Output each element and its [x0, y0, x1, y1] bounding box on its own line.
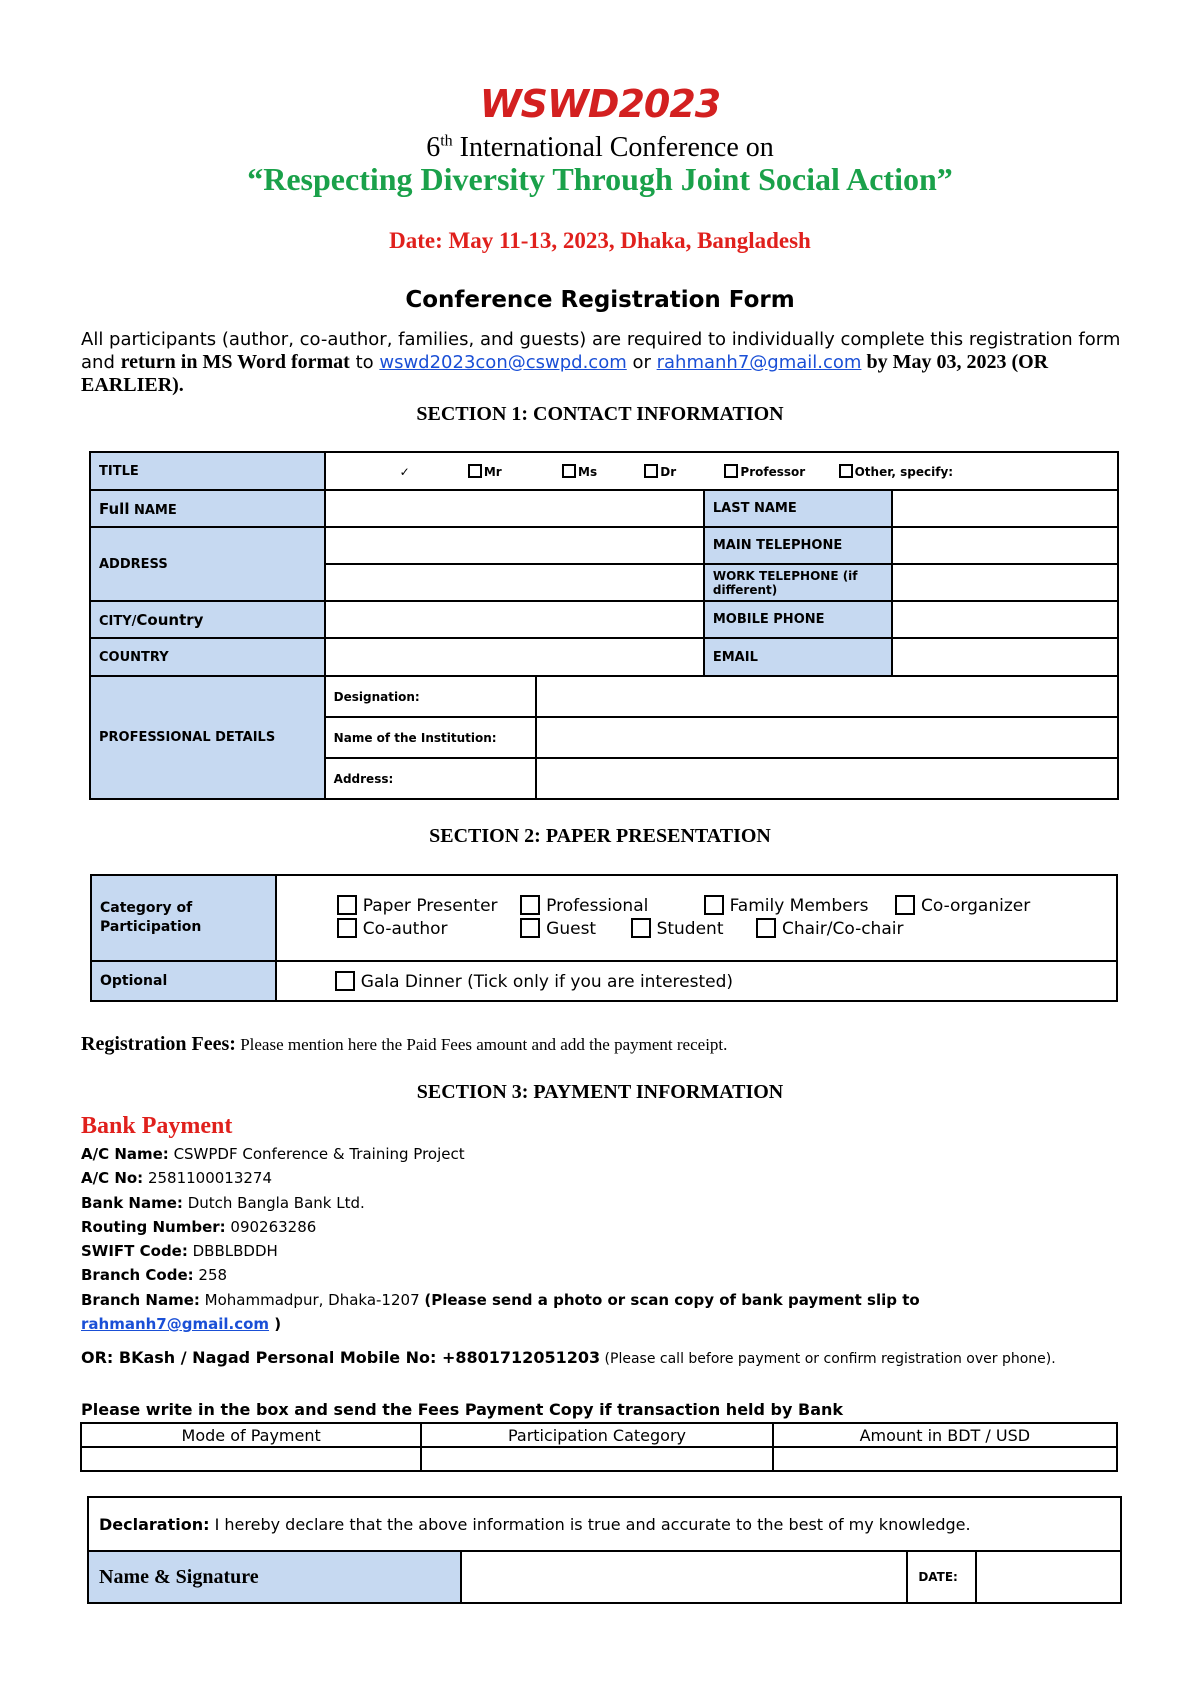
- email-field[interactable]: [892, 638, 1118, 676]
- bank-row: Routing Number: 090263286: [81, 1217, 317, 1236]
- bank-details: [81, 1142, 920, 1336]
- pay-amount-field[interactable]: [773, 1447, 1117, 1471]
- option-co-author[interactable]: Co-author: [337, 918, 515, 941]
- title-label: TITLE: [90, 452, 325, 490]
- category-options: [276, 875, 1117, 961]
- optional-label: Optional: [91, 961, 276, 1001]
- professional-details-label: PROFESSIONAL DETAILS: [90, 676, 325, 799]
- declaration-text: Declaration: I hereby declare that the above information is true and accurate to the best of my knowledge.: [88, 1497, 1121, 1551]
- country-field[interactable]: [325, 638, 704, 676]
- work-telephone-label: WORK TELEPHONE (if different): [704, 564, 892, 601]
- main-telephone-field[interactable]: [892, 527, 1118, 564]
- contact-table: [89, 451, 1119, 800]
- professional-address-label: Address:: [325, 758, 537, 799]
- registration-fees: Registration Fees: Please mention here the Paid Fees amount and add the payment receipt.: [81, 1033, 728, 1055]
- option-chair[interactable]: Chair/Co-chair: [756, 918, 903, 941]
- intro-paragraph: All participants (author, co-author, families, and guests) are required to individually complete this registration form and return in MS Word format to wswd2023con@cswpd.com or rahmanh7@gmail.com by May 03, 2023 (OR EARLIER).: [81, 329, 1121, 396]
- payment-table: [80, 1422, 1118, 1472]
- institution-field[interactable]: [536, 717, 1118, 758]
- bank-row: A/C No: 2581100013274: [81, 1169, 273, 1188]
- date-label: DATE:: [907, 1551, 976, 1603]
- option-family-members[interactable]: Family Members: [704, 895, 890, 918]
- conference-theme: “Respecting Diversity Through Joint Social Action”: [247, 161, 953, 197]
- email-link-conference[interactable]: wswd2023con@cswpd.com: [379, 352, 627, 373]
- pay-header-mode: Mode of Payment: [81, 1423, 421, 1447]
- pay-header-amount: Amount in BDT / USD: [773, 1423, 1117, 1447]
- bank-payment-title: Bank Payment: [81, 1113, 233, 1139]
- designation-label: Designation:: [325, 676, 537, 717]
- country-label: COUNTRY: [90, 638, 325, 676]
- title-option-dr[interactable]: Dr: [644, 464, 720, 479]
- city-field[interactable]: [325, 601, 704, 638]
- email-label: EMAIL: [704, 638, 892, 676]
- full-name-field[interactable]: [325, 490, 704, 527]
- title-options: [325, 452, 1118, 490]
- signature-label: Name & Signature: [88, 1551, 461, 1603]
- address-field-2[interactable]: [325, 564, 704, 601]
- mobile-phone-label: MOBILE PHONE: [704, 601, 892, 638]
- category-label: Category of Participation: [91, 875, 276, 961]
- box-instruction: Please write in the box and send the Fees Payment Copy if transaction held by Bank: [81, 1400, 844, 1419]
- designation-field[interactable]: [536, 676, 1118, 717]
- section2-heading: SECTION 2: PAPER PRESENTATION: [429, 825, 771, 847]
- last-name-field[interactable]: [892, 490, 1118, 527]
- city-label: CITY/Country: [90, 601, 325, 638]
- option-guest[interactable]: Guest: [520, 918, 625, 941]
- form-title: Conference Registration Form: [405, 287, 795, 313]
- section1-heading: SECTION 1: CONTACT INFORMATION: [416, 403, 784, 425]
- option-professional[interactable]: Professional: [520, 895, 698, 918]
- title-check-mark: ✓: [399, 464, 410, 479]
- email-link-rahman[interactable]: rahmanh7@gmail.com: [656, 352, 862, 373]
- conference-date: Date: May 11-13, 2023, Dhaka, Bangladesh: [389, 228, 811, 253]
- participation-table: [90, 874, 1118, 1002]
- signature-field[interactable]: [461, 1551, 907, 1603]
- bank-row: A/C Name: CSWPDF Conference & Training Project: [81, 1145, 465, 1163]
- option-co-organizer[interactable]: Co-organizer: [895, 895, 1030, 918]
- option-student[interactable]: Student: [631, 918, 751, 941]
- title-option-professor[interactable]: Professor: [724, 464, 834, 479]
- title-option-ms[interactable]: Ms: [562, 464, 640, 479]
- declaration-table: [87, 1496, 1122, 1604]
- main-telephone-label: MAIN TELEPHONE: [704, 527, 892, 564]
- title-option-other[interactable]: Other, specify:: [839, 464, 953, 479]
- bank-row: Bank Name: Dutch Bangla Bank Ltd.: [81, 1193, 365, 1212]
- institution-label: Name of the Institution:: [325, 717, 537, 758]
- date-field[interactable]: [976, 1551, 1121, 1603]
- mobile-phone-field[interactable]: [892, 601, 1118, 638]
- work-telephone-field[interactable]: [892, 564, 1118, 601]
- bank-row-branch: Branch Name: Mohammadpur, Dhaka-1207 (Please send a photo or scan copy of bank payment slip to: [81, 1290, 920, 1309]
- mobile-payment-line: OR: BKash / Nagad Personal Mobile No: +8801712051203 (Please call before payment or confirm registration over phone).: [81, 1348, 1056, 1367]
- last-name-label: LAST NAME: [704, 490, 892, 527]
- title-option-mr[interactable]: Mr: [468, 464, 558, 479]
- full-name-label: Full NAME: [90, 490, 325, 527]
- address-label: ADDRESS: [90, 527, 325, 601]
- section3-heading: SECTION 3: PAYMENT INFORMATION: [416, 1081, 784, 1103]
- gala-option[interactable]: Gala Dinner (Tick only if you are interested): [276, 961, 1117, 1001]
- professional-address-field[interactable]: [536, 758, 1118, 799]
- pay-mode-field[interactable]: [81, 1447, 421, 1471]
- bank-row: SWIFT Code: DBBLBDDH: [81, 1242, 278, 1261]
- bank-row-email: rahmanh7@gmail.com ): [81, 1315, 282, 1334]
- email-link-slip[interactable]: rahmanh7@gmail.com: [81, 1315, 270, 1334]
- address-field-1[interactable]: [325, 527, 704, 564]
- bank-row: Branch Code: 258: [81, 1266, 228, 1285]
- pay-category-field[interactable]: [421, 1447, 772, 1471]
- conference-logo: WSWD2023: [479, 82, 721, 126]
- option-paper-presenter[interactable]: Paper Presenter: [337, 895, 515, 918]
- pay-header-category: Participation Category: [421, 1423, 772, 1447]
- conference-subtitle: 6th International Conference on: [426, 132, 774, 163]
